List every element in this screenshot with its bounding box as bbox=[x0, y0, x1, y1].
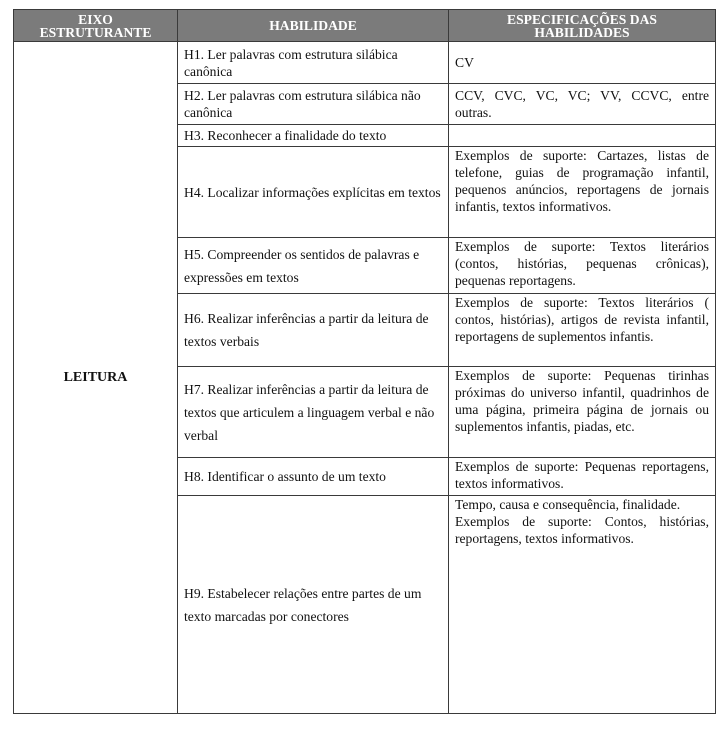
skill-cell-h3: H3. Reconhecer a finalidade do texto bbox=[178, 125, 449, 147]
spec-cell-h7: Exemplos de suporte: Pequenas tirinhas próximas do universo infantil, quadrinhos de uma página, primeira página de jornais ou suplementos infantis, piadas, etc. bbox=[449, 367, 716, 458]
header-habilidade: HABILIDADE bbox=[178, 10, 449, 42]
skill-cell-h6: H6. Realizar inferências a partir da leitura de textos verbais bbox=[178, 294, 449, 367]
spec-cell-h8: Exemplos de suporte: Pequenas reportagens, textos informativos. bbox=[449, 458, 716, 496]
spec-h9-line-1: Tempo, causa e consequência, finalidade. bbox=[455, 497, 681, 512]
table-row bbox=[14, 42, 716, 84]
spec-cell-h5: Exemplos de suporte: Textos literários (contos, histórias, pequenas crônicas), pequenas reportagens. bbox=[449, 238, 716, 294]
spec-cell-h1: CV bbox=[449, 42, 716, 84]
header-especificacoes: ESPECIFICAÇÕES DAS HABILIDADES bbox=[449, 10, 716, 42]
skills-table bbox=[13, 9, 716, 714]
skill-cell-h5: H5. Compreender os sentidos de palavras e expressões em textos bbox=[178, 238, 449, 294]
skill-cell-h2: H2. Ler palavras com estrutura silábica não canônica bbox=[178, 84, 449, 125]
skill-cell-h4: H4. Localizar informações explícitas em textos bbox=[178, 147, 449, 238]
skill-cell-h8: H8. Identificar o assunto de um texto bbox=[178, 458, 449, 496]
header-eixo: EIXO ESTRUTURANTE bbox=[14, 10, 178, 42]
spec-cell-h9 bbox=[449, 496, 716, 714]
skill-cell-h1: H1. Ler palavras com estrutura silábica canônica bbox=[178, 42, 449, 84]
header-row bbox=[14, 10, 716, 42]
eixo-cell: LEITURA bbox=[14, 42, 178, 714]
spec-cell-h3 bbox=[449, 125, 716, 147]
spec-cell-h6: Exemplos de suporte: Textos literários ( contos, histórias), artigos de revista infantil, reportagens de suplementos infantis. bbox=[449, 294, 716, 367]
skill-cell-h7: H7. Realizar inferências a partir da leitura de textos que articulem a linguagem verbal e não verbal bbox=[178, 367, 449, 458]
spec-h9-line-2: Exemplos de suporte: Contos, histórias, reportagens, textos informativos. bbox=[455, 514, 709, 546]
skill-cell-h9: H9. Estabelecer relações entre partes de um texto marcadas por conectores bbox=[178, 496, 449, 714]
spec-cell-h2: CCV, CVC, VC, VC; VV, CCVC, entre outras. bbox=[449, 84, 716, 125]
spec-cell-h4: Exemplos de suporte: Cartazes, listas de telefone, guias de programação infantil, pequenos anúncios, reportagens de jornais infantis, textos informativos. bbox=[449, 147, 716, 238]
